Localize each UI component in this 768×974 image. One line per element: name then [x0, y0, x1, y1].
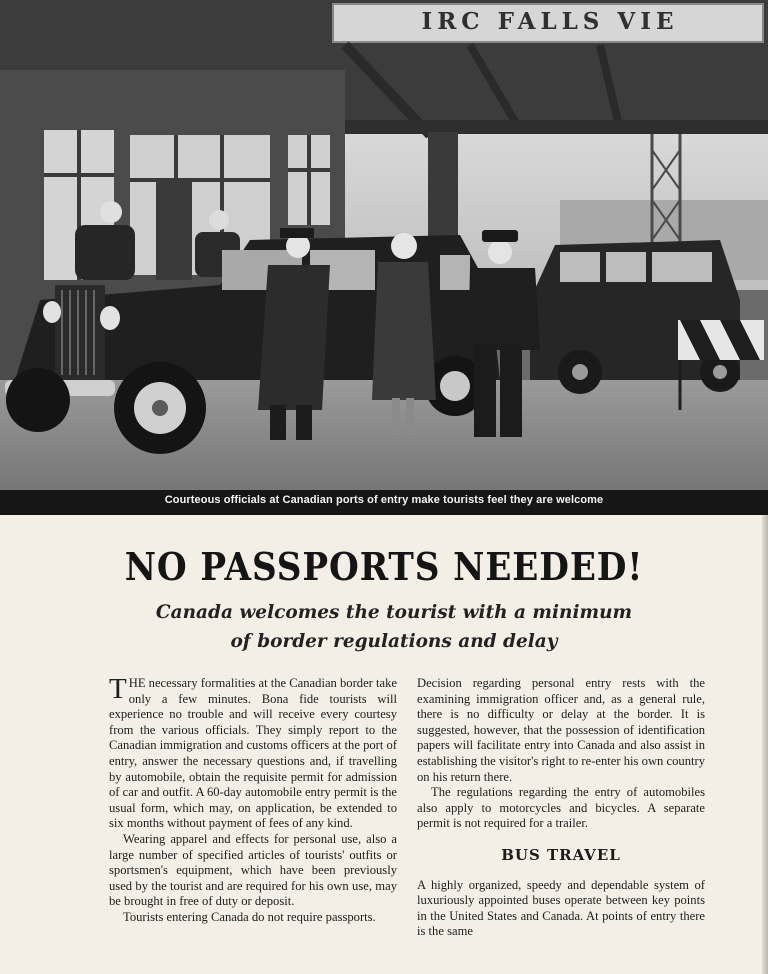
subhead-line-1: Canada welcomes the tourist with a minimum: [155, 602, 633, 623]
photo-caption: Courteous officials at Canadian ports of entry make tourists feel they are welcome: [164, 494, 604, 506]
drop-cap: T: [109, 673, 127, 705]
paragraph-3-continued: Decision regarding personal entry rests with the examining immigration officer and, as a general rule, there is no difficulty or delay at the border. It is suggested, however, that the possession of identification papers will facilitate entry into Canada and also assist in establishing the visitor's right to re-enter his own country on his return there.: [417, 676, 705, 784]
article-subhead: [120, 598, 668, 656]
paragraph-1-text: HE necessary formalities at the Canadian border take only a few minutes. Bona fide tourists will experience no trouble and will receive every courtesy from the various officials. They simply report to the Canadian immigration and customs officers at the port of entry, answer the necessary questions and, if travelling by automobile, obtain the requisite permit for admission of car and outfit. A 60-day automobile entry permit is the usual form, which may, on application, be extended to six months without payment of fees of any kind.: [109, 676, 397, 831]
article-column-right: [417, 676, 705, 940]
paragraph-1: [109, 673, 397, 832]
article-column-left: [109, 673, 397, 926]
article-headline: NO PASSPORTS NEEDED!: [124, 544, 644, 589]
paragraph-5: A highly organized, speedy and dependable system of luxuriously appointed buses operate between key points in the United States and Canada. At points of entry there is the same: [417, 877, 705, 939]
subhead-line-2: of border regulations and delay: [230, 631, 558, 652]
paragraph-2: Wearing apparel and effects for personal use, also a large number of specified articles of tourists' outfits or sportsmen's equipment, which have been previously used by the tourist and are required for his own use, may be brought in free of duty or deposit.: [109, 831, 397, 909]
page-edge: [762, 515, 768, 974]
section-heading: BUS TRAVEL: [501, 845, 621, 864]
paragraph-4: The regulations regarding the entry of automobiles also apply to motorcycles and bicycles. A separate permit is not required for a trailer.: [417, 785, 705, 831]
sign-text: IRC FALLS VIE: [421, 8, 679, 35]
paragraph-3: Tourists entering Canada do not require passports.: [123, 909, 376, 924]
